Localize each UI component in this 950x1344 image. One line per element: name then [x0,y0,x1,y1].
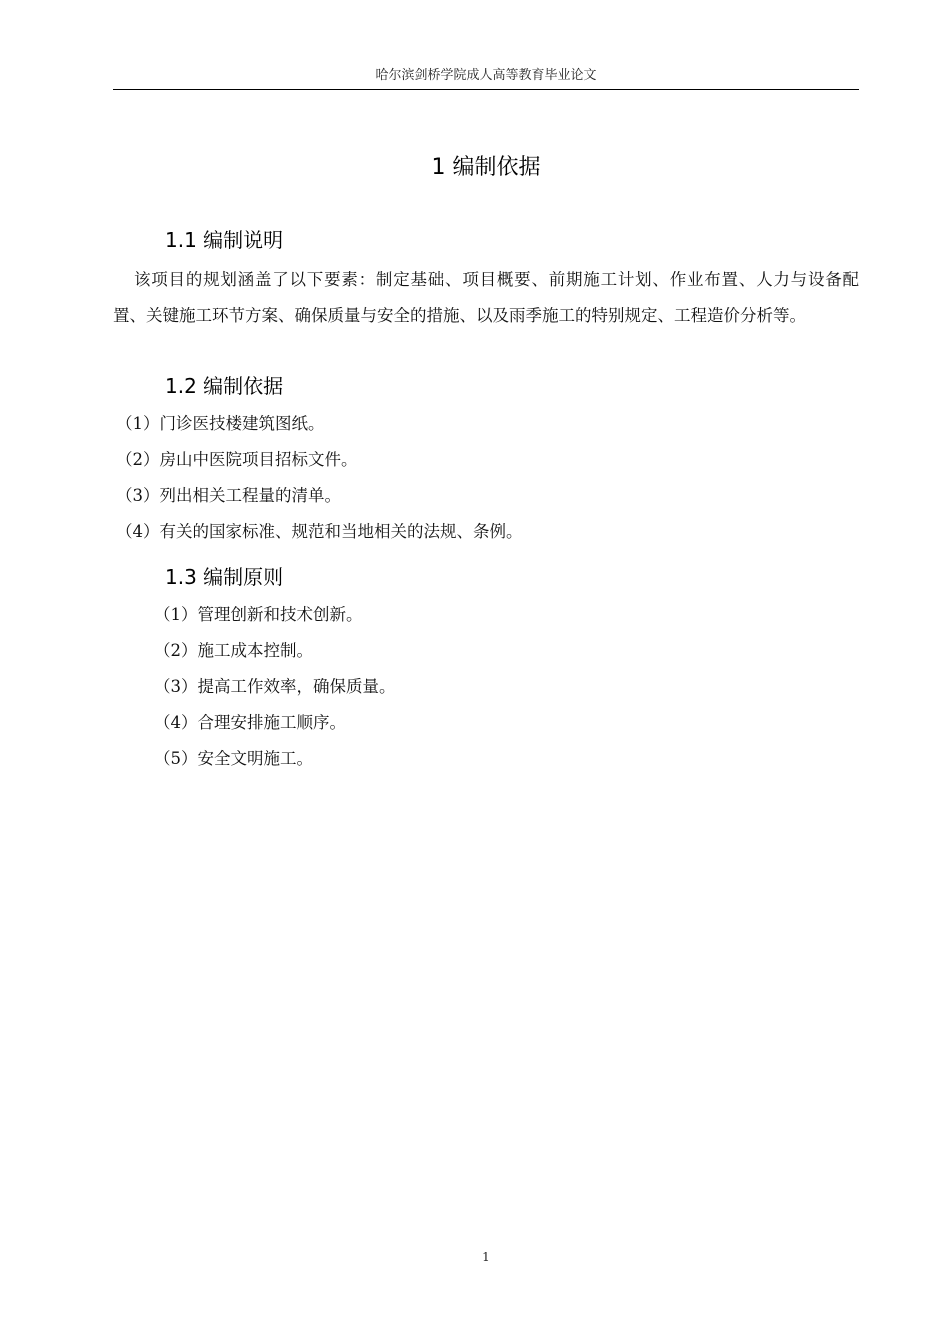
list-item: （4）合理安排施工顺序。 [154,713,346,732]
page-number: 1 [482,1250,490,1264]
running-header: 哈尔滨剑桥学院成人高等教育毕业论文 [113,64,859,90]
section-title-1-1: 1.1 编制说明 [165,228,284,252]
list-item: （5）安全文明施工。 [154,749,313,768]
section-title-1-3: 1.3 编制原则 [165,565,284,589]
section-title-1-2: 1.2 编制依据 [165,374,284,398]
list-item: （4）有关的国家标准、规范和当地相关的法规、条例。 [116,522,523,541]
chapter-title: 1 编制依据 [431,155,541,180]
list-item: （2）房山中医院项目招标文件。 [116,450,358,469]
list-item: （3）列出相关工程量的清单。 [116,486,341,505]
list-item: （2）施工成本控制。 [154,641,313,660]
list-item: （3）提高工作效率，确保质量。 [154,677,396,696]
section-1-1-paragraph: 该项目的规划涵盖了以下要素：制定基础、项目概要、前期施工计划、作业布置、人力与设备配置、关键施工环节方案、确保质量与安全的措施、以及雨季施工的特别规定、工程造价分析等。 [113,270,859,325]
list-item: （1）门诊医技楼建筑图纸。 [116,414,325,433]
list-item: （1）管理创新和技术创新。 [154,605,363,624]
